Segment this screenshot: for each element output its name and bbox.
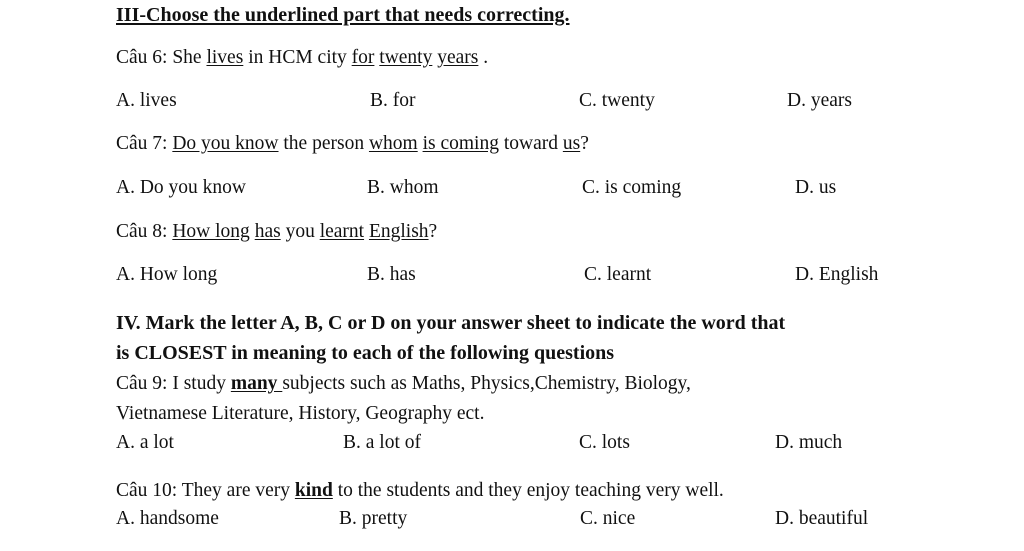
q7-part-d: us [562, 133, 581, 154]
q10-text: to the students and they enjoy teaching very well. [332, 480, 724, 501]
question-9-line-1 [116, 372, 691, 396]
q8-part-b: has [254, 221, 281, 242]
q6-option-d: D. years [787, 90, 852, 111]
q6-part-a: lives [206, 47, 244, 68]
q6-prefix: Câu 6: She [116, 47, 207, 68]
q8-option-b: B. has [367, 264, 416, 285]
q8-part-d: English [368, 221, 429, 242]
q8-text-2: you [280, 221, 320, 242]
q7-text-4: ? [580, 133, 589, 154]
q7-option-b: B. whom [367, 177, 439, 198]
q6-part-b: for [351, 47, 375, 68]
q6-option-c: C. twenty [579, 90, 655, 111]
q8-text-4: ? [428, 221, 438, 242]
q7-prefix: Câu 7: [116, 133, 173, 154]
q10-option-b: B. pretty [339, 508, 408, 529]
q10-option-d: D. beautiful [775, 508, 869, 529]
q6-part-c: twenty [379, 47, 433, 68]
question-10 [116, 479, 724, 503]
question-6 [116, 46, 488, 70]
q8-prefix: Câu 8: [116, 221, 173, 242]
q8-option-c: C. learnt [584, 264, 652, 285]
q10-option-a: A. handsome [116, 508, 219, 529]
q8-part-c: learnt [319, 221, 365, 242]
q8-option-a: A. How long [116, 264, 218, 285]
q10-key-word: kind [294, 480, 333, 501]
q7-option-c: C. is coming [582, 177, 682, 198]
q7-part-a: Do you know [172, 133, 279, 154]
question-7 [116, 132, 589, 156]
section-4-heading-line-1: IV. Mark the letter A, B, C or D on your answer sheet to indicate the word that [116, 312, 786, 334]
q6-option-b: B. for [370, 90, 416, 111]
q9-option-b: B. a lot of [343, 432, 421, 453]
q8-part-a: How long [172, 221, 250, 242]
q10-prefix: Câu 10: They are very [116, 480, 295, 501]
q6-text-4: . [478, 47, 489, 68]
question-8 [116, 220, 437, 244]
q9-text: subjects such as Maths, Physics,Chemistry, Biology, [282, 373, 691, 394]
q7-option-a: A. Do you know [116, 177, 246, 198]
question-9-line-2: Vietnamese Literature, History, Geography ect. [116, 403, 485, 424]
q7-part-c: is coming [422, 133, 499, 154]
q6-option-a: A. lives [116, 90, 177, 111]
q9-option-a: A. a lot [116, 432, 174, 453]
q9-key-word: many [230, 373, 283, 394]
q9-prefix: Câu 9: I study [116, 373, 231, 394]
q9-option-d: D. much [775, 432, 843, 453]
section-3-heading: III-Choose the underlined part that needs correcting. [116, 4, 570, 26]
q9-option-c: C. lots [579, 432, 630, 453]
q8-option-d: D. English [795, 264, 879, 285]
q7-text-1: the person [278, 133, 369, 154]
q7-part-b: whom [368, 133, 418, 154]
q10-option-c: C. nice [580, 508, 636, 529]
q6-part-d: years [437, 47, 479, 68]
section-4-heading-line-2: is CLOSEST in meaning to each of the following questions [116, 342, 615, 364]
q7-option-d: D. us [795, 177, 837, 198]
q7-text-3: toward [498, 133, 563, 154]
q6-text-1: in HCM city [243, 47, 352, 68]
